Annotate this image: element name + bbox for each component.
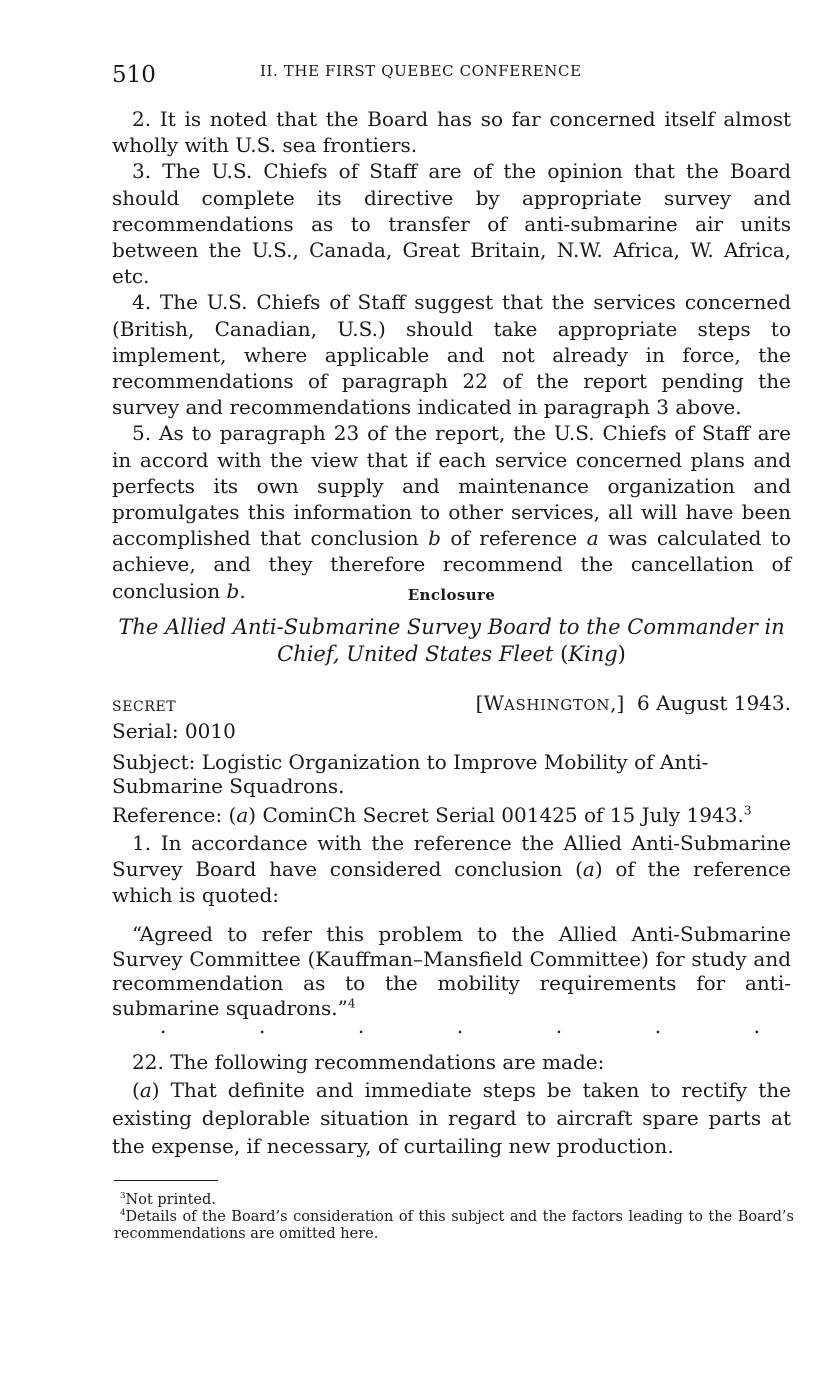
enclosure-title: The Allied Anti-Submarine Survey Board to the Commander in Chief, United States Fleet (King) [118, 615, 785, 666]
footnotes [114, 1192, 794, 1243]
serial-line: Serial: 0010 [112, 719, 236, 743]
paragraph-2: 2. It is noted that the Board has so far concerned itself almost wholly with U.S. sea frontiers. [112, 107, 791, 158]
page-number: 510 [112, 62, 156, 88]
recommendations [112, 1048, 791, 1160]
enclosure-label: Enclosure [407, 586, 496, 604]
footnote-rule [114, 1180, 218, 1181]
paragraph-4: 4. The U.S. Chiefs of Staff suggest that the services concerned (British, Canadian, U.S.) should take appropriate steps to implement, where applicable and not already in force, the recommendations of paragraph 22 of the report pending the survey and recommendations indicated in paragraph 3 above. [112, 290, 791, 420]
memo-paragraph-1: 1. In accordance with the reference the Allied Anti-Submarine Survey Board have considered conclusion (a) of the reference which is quoted: [112, 831, 791, 907]
dateline: [WASHINGTON,] 6 August 1943. [475, 691, 791, 715]
subject-line: Subject: Logistic Organization to Improve Mobility of Anti-Submarine Squadrons. [112, 750, 709, 798]
classification-label: SECRET [112, 699, 177, 715]
quoted-conclusion: “Agreed to refer this problem to the Allied Anti-Submarine Survey Committee (Kauffman–Mansfield Committee) for study and recommendation as to the mobility requirements for anti-submarine squadrons.”$^4$ [112, 922, 791, 1020]
recommendations-intro: 22. The following recommendations are made: [132, 1050, 605, 1074]
page-header [112, 58, 792, 92]
recommendation-a: (a) That definite and immediate steps be taken to rectify the existing deplorable situation in regard to aircraft spare parts at the expense, if necessary, of curtailing new production. [112, 1078, 791, 1158]
footnote-ref-3: 3 [743, 803, 752, 818]
paragraph-5: 5. As to paragraph 23 of the report, the U.S. Chiefs of Staff are in accord with the view that if each service concerned plans and perfects its own supply and maintenance organization and promulgates this information to other services, all will have been accomplished that conclusion b of reference a was calculated to achieve, and they therefore recommend the cancellation of conclusion b. [112, 421, 791, 603]
paragraph-3: 3. The U.S. Chiefs of Staff are of the opinion that the Board should complete its directive by appropriate survey and recommendations as to transfer of anti-submarine air units between the U.S., Canada, Great Britain, N.W. Africa, W. Africa, etc. [112, 159, 791, 289]
footnote-4: $^4$Details of the Board’s consideration of this subject and the factors leading to the Board’s recommendations are omitted here. [114, 1208, 794, 1242]
footnote-3: $^3$Not printed. [120, 1191, 216, 1208]
memo-body [112, 106, 791, 604]
ellipsis-row: . . . . . . . [160, 1014, 760, 1038]
classification-row [112, 690, 791, 716]
running-head: II. THE FIRST QUEBEC CONFERENCE [260, 62, 582, 80]
reference-line: Reference: (a) CominCh Secret Serial 001425 of 15 July 1943.$^3$ [112, 803, 752, 827]
memo-paragraph-1-block [112, 830, 791, 908]
footnote-ref-4: 4 [347, 995, 356, 1010]
